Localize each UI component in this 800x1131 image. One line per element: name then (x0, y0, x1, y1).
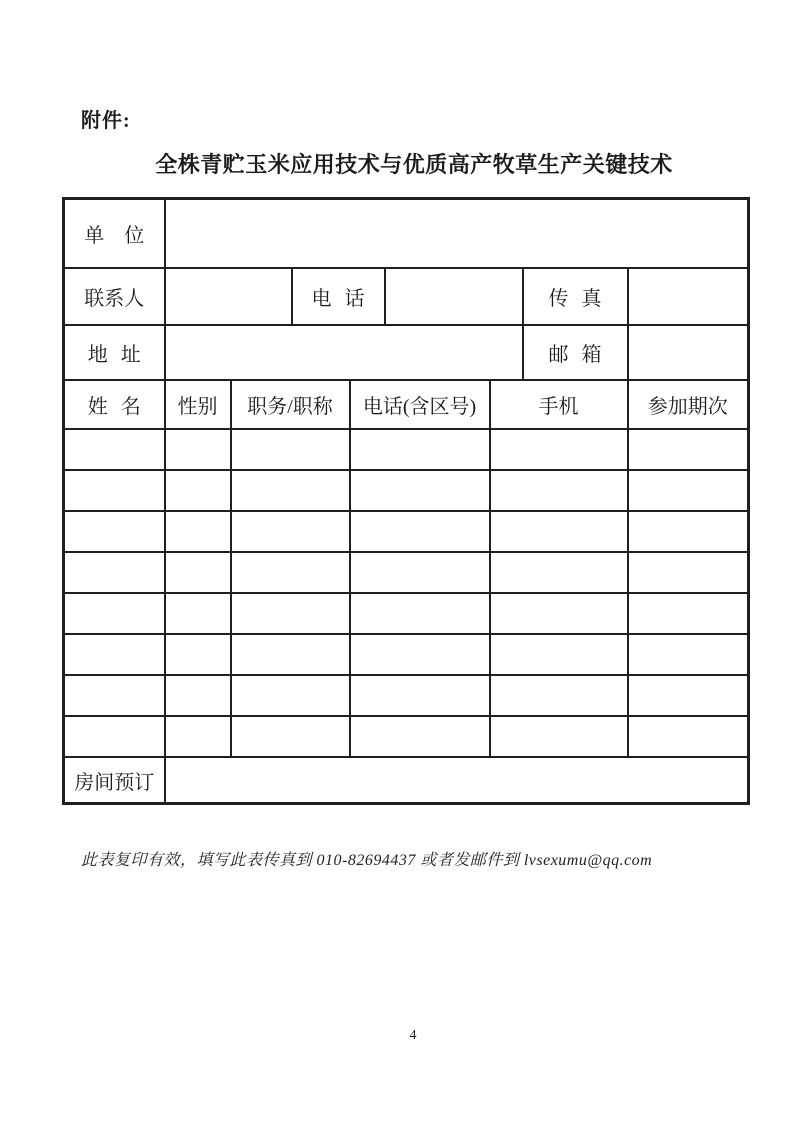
entry-cell (64, 429, 165, 470)
col-header-name: 姓 名 (64, 380, 165, 429)
footer-note: 此表复印有效，填写此表传真到 010-82694437 或者发邮件到 lvsexumu@qq.com (81, 852, 653, 869)
entry-cell (628, 511, 749, 552)
contact-value-cell (165, 268, 292, 325)
entry-cell (350, 675, 490, 716)
entry-cell (165, 429, 231, 470)
entry-cell (490, 716, 628, 757)
entry-cell (231, 716, 350, 757)
entry-cell (350, 470, 490, 511)
entry-cell (350, 429, 490, 470)
entry-cell (165, 552, 231, 593)
contact-label: 联系人 (64, 268, 165, 325)
unit-label: 单 位 (64, 199, 165, 269)
entry-cell (165, 634, 231, 675)
address-value-cell (165, 325, 523, 380)
entry-cell (64, 511, 165, 552)
entry-cell (628, 716, 749, 757)
entry-cell (231, 634, 350, 675)
col-header-gender: 性别 (165, 380, 231, 429)
col-header-phone-area: 电话(含区号) (350, 380, 490, 429)
entry-cell (231, 511, 350, 552)
entry-cell (628, 552, 749, 593)
unit-value-cell (165, 199, 749, 269)
entry-cell (231, 470, 350, 511)
page-number: 4 (409, 1028, 417, 1043)
entry-row (64, 716, 749, 757)
attendee-header-row (64, 380, 749, 429)
entry-cell (165, 470, 231, 511)
entry-cell (231, 675, 350, 716)
entry-row (64, 511, 749, 552)
registration-form-table (62, 197, 750, 805)
entry-cell (165, 593, 231, 634)
entry-cell (231, 593, 350, 634)
entry-row (64, 634, 749, 675)
entry-cell (490, 511, 628, 552)
fax-label: 传 真 (523, 268, 628, 325)
entry-cell (64, 634, 165, 675)
email-value-cell (628, 325, 749, 380)
entry-cell (165, 716, 231, 757)
phone-value-cell (385, 268, 523, 325)
entry-cell (350, 634, 490, 675)
entry-cell (350, 593, 490, 634)
entry-cell (64, 593, 165, 634)
address-row (64, 325, 749, 380)
entry-cell (628, 429, 749, 470)
entry-cell (350, 716, 490, 757)
entry-cell (350, 511, 490, 552)
address-label: 地 址 (64, 325, 165, 380)
col-header-mobile: 手机 (490, 380, 628, 429)
col-header-position: 职务/职称 (231, 380, 350, 429)
entry-row (64, 593, 749, 634)
entry-cell (64, 552, 165, 593)
entry-cell (490, 634, 628, 675)
entry-cell (165, 511, 231, 552)
col-header-session: 参加期次 (628, 380, 749, 429)
email-label: 邮 箱 (523, 325, 628, 380)
entry-cell (628, 593, 749, 634)
page-title: 全株青贮玉米应用技术与优质高产牧草生产关键技术 (155, 152, 673, 177)
entry-cell (490, 470, 628, 511)
room-booking-row (64, 757, 749, 804)
room-booking-value-cell (165, 757, 749, 804)
entry-cell (64, 470, 165, 511)
entry-cell (165, 675, 231, 716)
contact-row (64, 268, 749, 325)
entry-cell (628, 675, 749, 716)
entry-cell (490, 552, 628, 593)
entry-row (64, 675, 749, 716)
attachment-label: 附件: (81, 110, 131, 132)
entry-row (64, 470, 749, 511)
entry-cell (64, 716, 165, 757)
unit-row (64, 199, 749, 269)
entry-cell (231, 429, 350, 470)
entry-cell (490, 675, 628, 716)
entry-row (64, 552, 749, 593)
entry-cell (490, 429, 628, 470)
entry-cell (231, 552, 350, 593)
fax-value-cell (628, 268, 749, 325)
entry-row (64, 429, 749, 470)
entry-cell (490, 593, 628, 634)
attendee-entry-rows (64, 429, 749, 757)
entry-cell (628, 634, 749, 675)
room-booking-label: 房间预订 (64, 757, 165, 804)
entry-cell (350, 552, 490, 593)
entry-cell (628, 470, 749, 511)
entry-cell (64, 675, 165, 716)
phone-label: 电 话 (292, 268, 385, 325)
